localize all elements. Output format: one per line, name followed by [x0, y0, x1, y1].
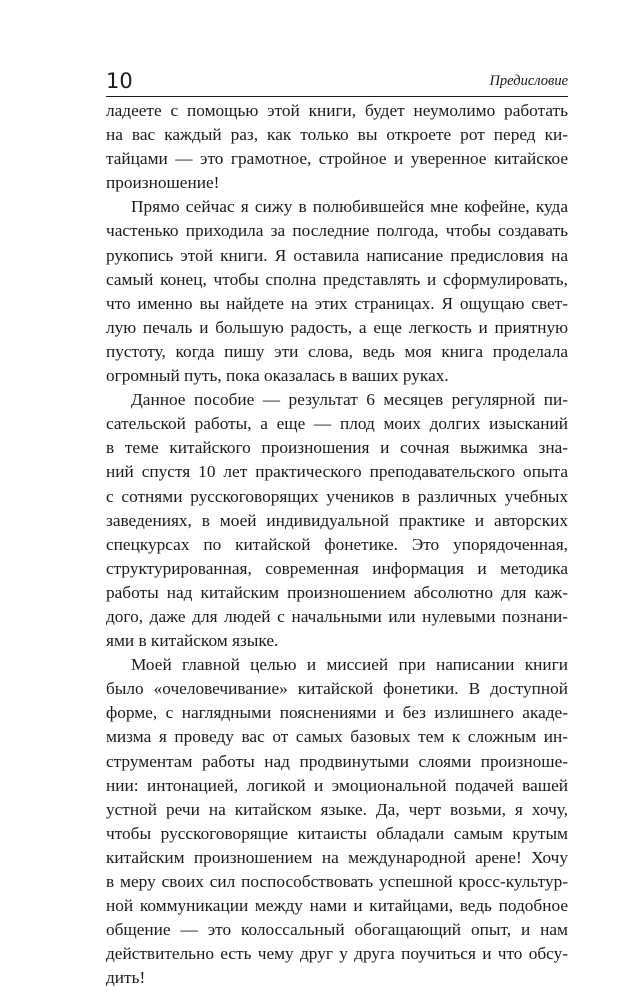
text-line: заведениях, в моей индивидуальной практике и авторских	[106, 510, 568, 530]
page-number: 10	[106, 69, 133, 93]
text-line: Моей главной целью и миссией при написании книги	[131, 655, 568, 675]
text-line: тайцами — это грамотное, стройное и уверенное китайское	[106, 149, 568, 169]
body-text	[106, 99, 568, 990]
paragraph	[106, 388, 568, 653]
text-line: лую печаль и большую радость, а еще легкость и приятную	[106, 317, 568, 337]
text-line: китайским произношением на международной арене! Хочу	[106, 847, 568, 867]
text-line: с сотнями русскоговорящих учеников в различных учебных	[106, 486, 568, 506]
text-line: ладеете с помощью этой книги, будет неумолимо работать	[106, 101, 568, 120]
text-line: мизма я проведу вас от самых базовых тем к сложным ин-	[106, 727, 568, 747]
text-line: устной речи на китайском языке. Да, черт возьми, я хочу,	[106, 799, 568, 819]
text-line: ной коммуникации между нами и китайцами, ведь подобное	[106, 896, 568, 916]
text-line: огромный путь, пока оказалась в ваших руках.	[106, 366, 449, 386]
text-line: действительно есть чему друг у друга поучиться и что обсу-	[106, 944, 568, 964]
text-line: частенько приходила за последние полгода, чтобы создавать	[106, 221, 568, 241]
text-line: сательской работы, а еще — плод моих долгих изысканий	[106, 414, 568, 434]
text-line: струментам работы над продвинутыми слоями произноше-	[106, 751, 568, 771]
text-line: спецкурсах по китайской фонетике. Это упорядоченная,	[106, 534, 568, 554]
text-line: в меру своих сил поспособствовать успешной кросс-культур-	[106, 872, 568, 891]
paragraph	[106, 653, 568, 990]
text-line: нии: интонацией, логикой и эмоциональной подачей вашей	[106, 775, 568, 795]
text-line: структурированная, современная информация и методика	[106, 558, 568, 578]
text-line: работы над китайским произношением абсолютно для каж-	[106, 582, 568, 602]
text-line: что именно вы найдете на этих страницах. Я ощущаю свет-	[106, 293, 568, 313]
header-rule	[106, 96, 568, 97]
text-line: ями в китайском языке.	[106, 631, 279, 651]
running-head: Предисловие	[489, 73, 568, 89]
text-line: ний спустя 10 лет практического преподавательского опыта	[106, 462, 568, 482]
text-line: Данное пособие — результат 6 месяцев регулярной пи-	[131, 390, 568, 410]
text-line: форме, с наглядными пояснениями и без излишнего акаде-	[106, 703, 568, 723]
paragraph	[106, 99, 568, 195]
text-line: произношение!	[106, 173, 220, 193]
text-line: дого, даже для людей с начальными или нулевыми познани-	[106, 606, 568, 626]
text-line: рукопись этой книги. Я оставила написание предисловия на	[106, 245, 568, 265]
text-line: самый конец, чтобы сполна представлять и сформулировать,	[106, 269, 568, 289]
text-line: дить!	[106, 968, 146, 988]
paragraph	[106, 195, 568, 388]
text-line: Прямо сейчас я сижу в полюбившейся мне кофейне, куда	[131, 197, 568, 217]
text-line: в теме китайского произношения и сочная выжимка зна-	[106, 438, 568, 458]
text-line: на вас каждый раз, как только вы откроете рот перед ки-	[106, 125, 568, 145]
text-line: общение — это колоссальный обогащающий опыт, и нам	[106, 920, 568, 940]
page-header	[106, 66, 568, 96]
text-line: было «очеловечивание» китайской фонетики. В доступной	[106, 679, 568, 699]
text-line: пустоту, когда пишу эти слова, ведь моя книга проделала	[106, 341, 568, 361]
text-line: чтобы русскоговорящие китаисты обладали самым крутым	[106, 823, 568, 843]
